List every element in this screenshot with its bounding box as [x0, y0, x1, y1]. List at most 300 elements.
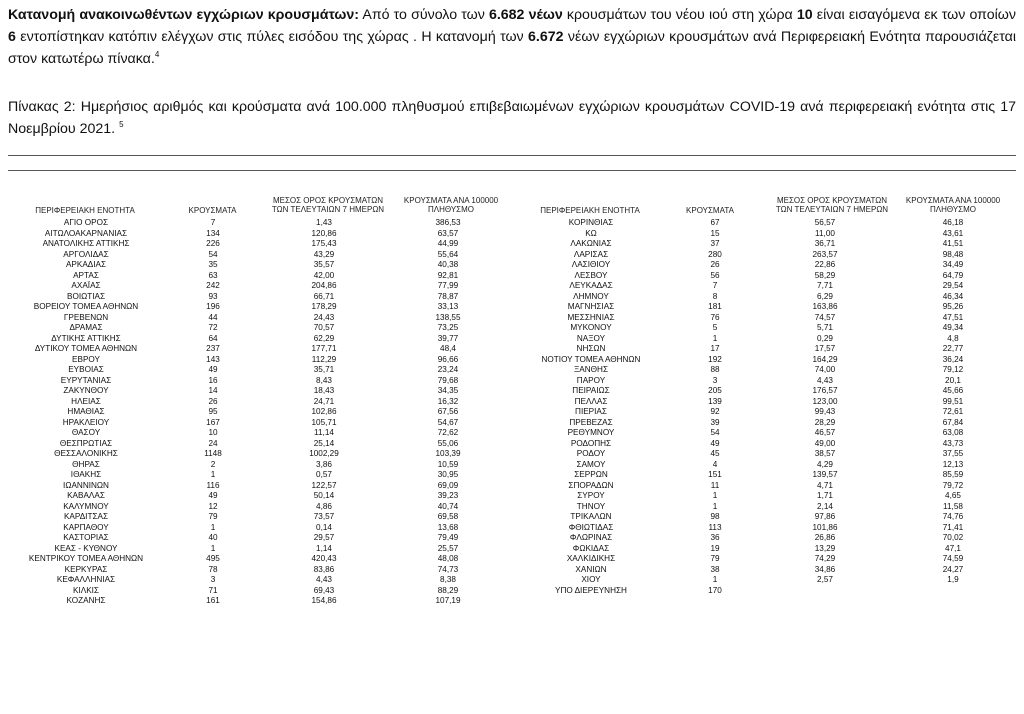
header-per100k: ΚΡΟΥΣΜΑΤΑ ΑΝΑ 100000 ΠΛΗΘΥΣΜΟ	[403, 196, 499, 214]
cases-cell: 54	[710, 428, 720, 437]
avg7-cell: 38,57	[814, 449, 836, 458]
region-cell: ΠΕΛΛΑΣ	[574, 396, 608, 406]
table-row	[8, 544, 510, 555]
avg7-cell: 0,29	[817, 333, 833, 343]
table-row	[8, 239, 510, 250]
region-cell: ΑΡΚΑΔΙΑΣ	[65, 260, 107, 269]
region-cell: ΘΕΣΠΡΩΤΙΑΣ	[59, 438, 113, 448]
per100k-cell: 72,61	[942, 407, 964, 416]
cases-cell: 167	[206, 417, 220, 427]
cases-cell: 226	[206, 239, 220, 248]
avg7-cell: 74,57	[814, 312, 836, 322]
table-row	[512, 218, 1016, 229]
region-cell: ΚΑΒΑΛΑΣ	[67, 491, 105, 500]
avg7-cell: 73,57	[313, 512, 335, 521]
per100k-cell: 64,79	[942, 270, 964, 280]
per100k-cell: 55,06	[437, 438, 459, 448]
intro-total-new-cases: 6.682 νέων	[488, 7, 563, 23]
region-cell: ΕΥΡΥΤΑΝΙΑΣ	[60, 375, 112, 385]
region-cell: ΑΡΤΑΣ	[73, 270, 99, 280]
cases-cell: 49	[208, 491, 218, 500]
header-region: ΠΕΡΙΦΕΡΕΙΑΚΗ ΕΝΟΤΗΤΑ	[540, 206, 640, 215]
cases-cell: 10	[208, 428, 218, 437]
cases-cell: 196	[206, 302, 220, 311]
cases-cell: 161	[206, 596, 220, 605]
per100k-cell: 92,81	[437, 270, 459, 280]
per100k-cell: 55,64	[437, 249, 459, 259]
cases-cell: 40	[208, 533, 218, 542]
per100k-cell: 386,53	[435, 218, 461, 227]
table-row	[512, 481, 1016, 492]
avg7-cell: 74,00	[814, 365, 836, 374]
avg7-cell: 139,57	[812, 470, 838, 479]
region-cell: ΜΕΣΣΗΝΙΑΣ	[567, 312, 615, 322]
table-row	[512, 229, 1016, 240]
header-avg7: ΜΕΣΟΣ ΟΡΟΣ ΚΡΟΥΣΜΑΤΩΝ ΤΩΝ ΤΕΛΕΥΤΑΙΩΝ 7 ΗΜΕΡΩΝ	[775, 196, 889, 214]
per100k-cell: 69,09	[437, 480, 459, 490]
region-cell: ΧΑΛΚΙΔΙΚΗΣ	[566, 554, 616, 563]
per100k-cell: 98,48	[942, 249, 964, 259]
region-cell: ΑΡΓΟΛΙΔΑΣ	[63, 249, 109, 259]
avg7-cell: 24,43	[313, 312, 335, 322]
cases-cell: 92	[710, 407, 720, 416]
avg7-cell: 13,29	[814, 543, 836, 553]
cases-cell: 72	[208, 323, 218, 332]
cases-cell: 19	[710, 543, 720, 553]
region-cell: ΚΑΣΤΟΡΙΑΣ	[63, 533, 109, 542]
per100k-cell: 138,55	[435, 312, 461, 322]
table-row	[512, 502, 1016, 513]
per100k-cell: 63,08	[942, 428, 964, 437]
region-cell: ΜΑΓΝΗΣΙΑΣ	[567, 302, 615, 311]
divider-line	[8, 170, 1016, 171]
cases-cell: 64	[208, 333, 218, 343]
table-row	[8, 250, 510, 261]
region-cell: ΕΒΡΟΥ	[72, 354, 100, 364]
region-cell: ΙΩΑΝΝΙΝΩΝ	[63, 480, 109, 490]
table-row	[8, 428, 510, 439]
table-row	[8, 218, 510, 229]
cases-cell: 37	[710, 239, 720, 248]
avg7-cell: 177,71	[311, 344, 337, 353]
per100k-cell: 96,66	[437, 354, 459, 364]
region-cell: ΑΓΙΟ ΟΡΟΣ	[63, 218, 109, 227]
region-cell: ΑΙΤΩΛΟΑΚΑΡΝΑΝΙΑΣ	[44, 228, 128, 238]
region-cell: ΚΕΦΑΛΛΗΝΙΑΣ	[56, 575, 116, 584]
per100k-cell: 103,39	[435, 449, 461, 458]
table-row	[512, 281, 1016, 292]
header-region: ΠΕΡΙΦΕΡΕΙΑΚΗ ΕΝΟΤΗΤΑ	[35, 206, 135, 215]
per100k-cell: 37,55	[942, 449, 964, 458]
region-cell: ΠΑΡΟΥ	[576, 375, 606, 385]
per100k-cell	[890, 586, 1016, 597]
avg7-cell: 1,71	[817, 491, 833, 500]
cases-cell: 242	[206, 281, 220, 290]
avg7-cell: 43,29	[313, 249, 335, 259]
table-row	[512, 239, 1016, 250]
region-cell: ΝΑΞΟΥ	[576, 333, 606, 343]
cases-cell: 3	[210, 575, 216, 584]
per100k-cell: 24,27	[942, 564, 964, 574]
intro-text: νέων εγχώριων κρουσμάτων ανά Περιφερειακή Ενότητα παρουσιάζεται στον κατωτέρω πίνακα.	[8, 29, 1016, 67]
table-row	[512, 386, 1016, 397]
per100k-cell: 46,18	[942, 218, 964, 227]
per100k-cell: 85,59	[942, 470, 964, 479]
intro-text: εντοπίστηκαν κατόπιν ελέγχων στις πύλες εισόδου της χώρας . Η κατανομή των	[15, 29, 529, 45]
avg7-cell: 66,71	[313, 291, 335, 301]
avg7-cell: 175,43	[311, 239, 337, 248]
table-row	[512, 407, 1016, 418]
cases-cell: 39	[710, 417, 720, 427]
avg7-cell: 25,14	[313, 438, 335, 448]
table-row	[8, 365, 510, 376]
avg7-cell: 1,43	[316, 218, 332, 227]
per100k-cell: 47,51	[942, 312, 964, 322]
avg7-cell: 120,86	[311, 228, 337, 238]
per100k-cell: 79,49	[437, 533, 459, 542]
per100k-cell: 29,54	[942, 281, 964, 290]
region-cell: ΛΑΣΙΘΙΟΥ	[571, 260, 611, 269]
cases-cell: 1	[712, 575, 718, 584]
cases-cell: 93	[208, 291, 218, 301]
region-cell: ΔΥΤΙΚΟΥ ΤΟΜΕΑ ΑΘΗΝΩΝ	[34, 344, 138, 353]
avg7-cell: 3,86	[316, 459, 332, 469]
table-row	[512, 397, 1016, 408]
per100k-cell: 43,61	[942, 228, 964, 238]
region-cell: ΒΟΡΕΙΟΥ ΤΟΜΕΑ ΑΘΗΝΩΝ	[33, 302, 139, 311]
per100k-cell: 99,51	[942, 396, 964, 406]
cases-cell: 67	[710, 218, 720, 227]
cases-cell: 192	[708, 354, 722, 364]
cases-table-right	[512, 218, 1016, 596]
per100k-cell: 20,1	[945, 375, 961, 385]
avg7-cell: 164,29	[812, 354, 838, 364]
cases-cell: 78	[208, 564, 218, 574]
cases-cell: 3	[712, 375, 718, 385]
cases-cell: 134	[206, 228, 220, 238]
region-cell: ΥΠΟ ΔΙΕΡΕΥΝΗΣΗ	[555, 585, 627, 595]
avg7-cell: 122,57	[311, 480, 337, 490]
avg7-cell: 0,57	[316, 470, 332, 479]
table-row	[512, 565, 1016, 576]
cases-cell: 54	[208, 249, 218, 259]
avg7-cell: 35,57	[313, 260, 335, 269]
header-per100k: ΚΡΟΥΣΜΑΤΑ ΑΝΑ 100000 ΠΛΗΘΥΣΜΟ	[905, 196, 1001, 214]
per100k-cell: 45,66	[942, 386, 964, 395]
avg7-cell: 176,57	[812, 386, 838, 395]
cases-cell: 2	[210, 459, 216, 469]
intro-imported-cases: 10	[796, 7, 813, 23]
table-row	[8, 596, 510, 607]
cases-cell: 38	[710, 564, 720, 574]
table-row	[8, 334, 510, 345]
region-cell: ΑΝΑΤΟΛΙΚΗΣ ΑΤΤΙΚΗΣ	[42, 239, 130, 248]
per100k-cell: 107,19	[435, 596, 461, 605]
avg7-cell: 34,86	[814, 564, 836, 574]
table-row	[512, 586, 1016, 597]
table-row	[8, 575, 510, 586]
table-row	[8, 565, 510, 576]
table-row	[512, 460, 1016, 471]
region-cell: ΣΑΜΟΥ	[576, 459, 606, 469]
region-cell: ΚΕΡΚΥΡΑΣ	[64, 564, 108, 574]
per100k-cell: 67,84	[942, 417, 964, 427]
per100k-cell: 22,77	[942, 344, 964, 353]
avg7-cell: 112,29	[311, 354, 337, 364]
cases-cell: 170	[708, 585, 722, 595]
table-row	[512, 533, 1016, 544]
region-cell: ΠΕΙΡΑΙΩΣ	[572, 386, 610, 395]
avg7-cell: 69,43	[313, 585, 335, 595]
avg7-cell: 18,43	[313, 386, 335, 395]
cases-cell: 495	[206, 554, 220, 563]
avg7-cell: 22,86	[814, 260, 836, 269]
per100k-cell: 48,4	[440, 344, 456, 353]
region-cell: ΧΑΝΙΩΝ	[575, 564, 607, 574]
table-row	[8, 460, 510, 471]
table-row	[8, 470, 510, 481]
header-cases: ΚΡΟΥΣΜΑΤΑ	[686, 206, 734, 215]
region-cell: ΦΛΩΡΙΝΑΣ	[569, 533, 613, 542]
cases-cell: 79	[208, 512, 218, 521]
per100k-cell: 25,57	[437, 543, 459, 553]
region-cell: ΚΙΛΚΙΣ	[72, 585, 99, 595]
per100k-cell: 79,12	[942, 365, 964, 374]
per100k-cell: 79,68	[437, 375, 459, 385]
avg7-cell: 1,14	[316, 543, 332, 553]
per100k-cell: 4,65	[945, 491, 961, 500]
cases-cell: 1148	[204, 449, 222, 458]
region-cell: ΣΕΡΡΩΝ	[574, 470, 608, 479]
avg7-cell: 178,29	[311, 302, 337, 311]
avg7-cell: 24,71	[313, 396, 335, 406]
region-cell: ΚΑΛΥΜΝΟΥ	[63, 501, 109, 511]
per100k-cell: 43,73	[942, 438, 964, 448]
avg7-cell	[760, 586, 890, 597]
per100k-cell: 69,58	[437, 512, 459, 521]
cases-cell: 5	[712, 323, 718, 332]
cases-cell: 26	[710, 260, 720, 269]
per100k-cell: 10,59	[437, 459, 459, 469]
intro-paragraph	[8, 4, 1016, 70]
avg7-cell: 204,86	[311, 281, 337, 290]
per100k-cell: 46,34	[942, 291, 964, 301]
table-row	[512, 355, 1016, 366]
per100k-cell: 74,76	[942, 512, 964, 521]
avg7-cell: 4,71	[817, 480, 833, 490]
avg7-cell: 6,29	[817, 291, 833, 301]
per100k-cell: 71,41	[942, 522, 964, 532]
avg7-cell: 420,43	[311, 554, 337, 563]
cases-cell: 35	[208, 260, 218, 269]
avg7-cell: 62,29	[313, 333, 335, 343]
cases-cell: 36	[710, 533, 720, 542]
per100k-cell: 8,38	[440, 575, 456, 584]
per100k-cell: 34,49	[942, 260, 964, 269]
cases-cell: 1	[210, 522, 216, 532]
table-row	[512, 271, 1016, 282]
per100k-cell: 40,74	[437, 501, 459, 511]
cases-cell: 280	[708, 249, 722, 259]
table-row	[512, 323, 1016, 334]
table-row	[8, 313, 510, 324]
avg7-cell: 26,86	[814, 533, 836, 542]
avg7-cell: 7,71	[817, 281, 833, 290]
intro-text: Από το σύνολο των	[359, 7, 489, 23]
avg7-cell: 17,57	[814, 344, 836, 353]
table-row	[8, 586, 510, 597]
region-cell: ΘΗΡΑΣ	[72, 459, 100, 469]
avg7-cell: 4,86	[316, 501, 332, 511]
cases-cell: 98	[710, 512, 720, 521]
region-cell: ΘΑΣΟΥ	[71, 428, 101, 437]
footnote-marker: 5	[119, 120, 124, 129]
table-row	[8, 271, 510, 282]
cases-table-left	[8, 218, 510, 607]
per100k-cell: 63,57	[437, 228, 459, 238]
avg7-cell: 4,29	[817, 459, 833, 469]
per100k-cell: 41,51	[942, 239, 964, 248]
table-row	[512, 334, 1016, 345]
region-cell: ΚΟΖΑΝΗΣ	[66, 596, 106, 605]
table-row	[512, 512, 1016, 523]
header-avg7: ΜΕΣΟΣ ΟΡΟΣ ΚΡΟΥΣΜΑΤΩΝ ΤΩΝ ΤΕΛΕΥΤΑΙΩΝ 7 ΗΜΕΡΩΝ	[271, 196, 385, 214]
cases-cell: 1	[712, 491, 718, 500]
region-cell: ΝΟΤΙΟΥ ΤΟΜΕΑ ΑΘΗΝΩΝ	[541, 354, 641, 364]
table-row	[512, 344, 1016, 355]
per100k-cell: 36,24	[942, 354, 964, 364]
table-row	[512, 491, 1016, 502]
caption-text: Πίνακας 2: Ημερήσιος αριθμός και κρούσματα ανά 100.000 πληθυσμού επιβεβαιωμένων εγχώριων κρουσμάτων COVID-19 ανά περιφερειακή ενότητα στις 17 Νοεμβρίου 2021.	[8, 99, 1016, 137]
avg7-cell: 29,57	[313, 533, 335, 542]
cases-cell: 1	[712, 501, 718, 511]
avg7-cell: 97,86	[814, 512, 836, 521]
per100k-cell: 73,25	[437, 323, 459, 332]
avg7-cell: 263,57	[812, 249, 838, 259]
region-cell: ΤΡΙΚΑΛΩΝ	[570, 512, 612, 521]
region-cell: ΚΑΡΠΑΘΟΥ	[63, 522, 109, 532]
region-cell: ΚΟΡΙΝΘΙΑΣ	[568, 218, 614, 227]
per100k-cell: 95,26	[942, 302, 964, 311]
avg7-cell: 2,57	[817, 575, 833, 584]
table-row	[8, 491, 510, 502]
cases-cell: 63	[208, 270, 218, 280]
avg7-cell: 101,86	[812, 522, 838, 532]
avg7-cell: 1002,29	[309, 449, 339, 458]
table-row	[512, 554, 1016, 565]
region-cell: ΗΡΑΚΛΕΙΟΥ	[62, 417, 110, 427]
avg7-cell: 123,00	[812, 396, 838, 406]
per100k-cell: 48,08	[437, 554, 459, 563]
region-cell: ΚΕΑΣ - ΚΥΘΝΟΥ	[54, 543, 118, 553]
per100k-cell: 16,32	[437, 396, 459, 406]
region-cell: ΝΗΣΩΝ	[576, 344, 606, 353]
per100k-cell: 23,24	[437, 365, 459, 374]
per100k-cell: 33,13	[437, 302, 459, 311]
header-cases: ΚΡΟΥΣΜΑΤΑ	[188, 206, 237, 215]
region-cell: ΙΘΑΚΗΣ	[70, 470, 102, 479]
cases-cell: 95	[208, 407, 218, 416]
per100k-cell: 40,38	[437, 260, 459, 269]
table-row	[8, 344, 510, 355]
table-row	[512, 302, 1016, 313]
table-row	[512, 260, 1016, 271]
avg7-cell: 70,57	[313, 323, 335, 332]
table-row	[8, 355, 510, 366]
region-cell: ΚΕΝΤΡΙΚΟΥ ΤΟΜΕΑ ΑΘΗΝΩΝ	[28, 554, 144, 563]
per100k-cell: 39,77	[437, 333, 459, 343]
avg7-cell: 105,71	[311, 417, 337, 427]
region-cell: ΦΩΚΙΔΑΣ	[572, 543, 610, 553]
table-row	[8, 418, 510, 429]
per100k-cell: 88,29	[437, 585, 459, 595]
cases-cell: 71	[208, 585, 218, 595]
cases-cell: 151	[708, 470, 722, 479]
per100k-cell: 67,56	[437, 407, 459, 416]
region-cell: ΡΕΘΥΜΝΟΥ	[567, 428, 615, 437]
avg7-cell: 4,43	[817, 375, 833, 385]
table-row	[8, 260, 510, 271]
cases-cell: 15	[710, 228, 720, 238]
region-cell: ΧΙΟΥ	[581, 575, 601, 584]
cases-cell: 45	[710, 449, 720, 458]
per100k-cell: 39,23	[437, 491, 459, 500]
intro-label: Κατανομή ανακοινωθέντων εγχώριων κρουσμάτων:	[8, 7, 359, 23]
cases-cell: 1	[712, 333, 718, 343]
table-row	[512, 523, 1016, 534]
cases-cell: 88	[710, 365, 720, 374]
divider-line	[8, 155, 1016, 156]
cases-cell: 4	[712, 459, 718, 469]
table-row	[512, 470, 1016, 481]
table-row	[512, 376, 1016, 387]
table-row	[8, 323, 510, 334]
table-caption	[8, 96, 1016, 140]
region-cell: ΡΟΔΟΠΗΣ	[570, 438, 612, 448]
table-row	[8, 376, 510, 387]
region-cell: ΤΗΝΟΥ	[576, 501, 606, 511]
cases-cell: 12	[208, 501, 218, 511]
avg7-cell: 5,71	[817, 323, 833, 332]
cases-cell: 116	[206, 480, 220, 490]
region-cell: ΠΙΕΡΙΑΣ	[575, 407, 607, 416]
avg7-cell: 46,57	[814, 428, 836, 437]
table-row	[512, 250, 1016, 261]
avg7-cell: 154,86	[311, 596, 337, 605]
cases-cell: 139	[708, 396, 722, 406]
per100k-cell: 11,58	[943, 501, 963, 511]
table-row	[512, 418, 1016, 429]
cases-cell: 26	[208, 396, 218, 406]
cases-cell: 7	[210, 218, 216, 227]
region-cell: ΕΥΒΟΙΑΣ	[68, 365, 104, 374]
intro-text: είναι εισαγόμενα εκ των οποίων	[812, 7, 1016, 23]
region-cell: ΦΘΙΩΤΙΔΑΣ	[568, 522, 614, 532]
table-row	[8, 439, 510, 450]
region-cell: ΔΡΑΜΑΣ	[69, 323, 103, 332]
per100k-cell: 78,87	[437, 291, 459, 301]
region-cell: ΜΥΚΟΝΟΥ	[570, 323, 612, 332]
region-cell: ΒΟΙΩΤΙΑΣ	[66, 291, 106, 301]
cases-cell: 79	[710, 554, 720, 563]
per100k-cell: 12,13	[942, 459, 964, 469]
per100k-cell: 77,99	[437, 281, 459, 290]
avg7-cell: 4,43	[316, 575, 332, 584]
avg7-cell: 8,43	[316, 375, 332, 385]
cases-cell: 14	[208, 386, 218, 395]
region-cell: ΚΩ	[585, 228, 597, 238]
avg7-cell: 42,00	[313, 270, 335, 280]
